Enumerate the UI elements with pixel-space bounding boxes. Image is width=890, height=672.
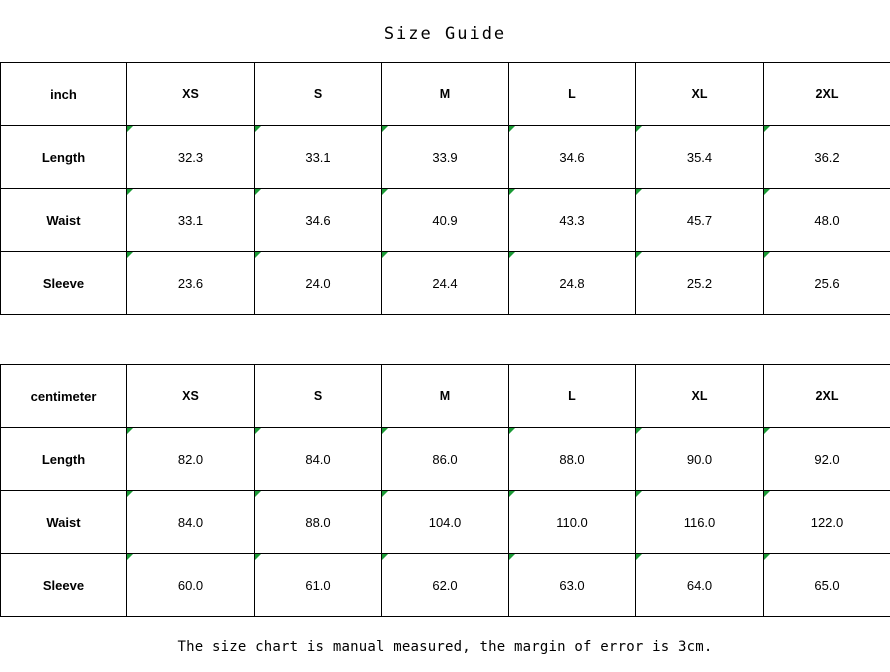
row-label-length: Length (1, 126, 127, 189)
column-header-xs: XS (127, 63, 255, 126)
cell-cm-sleeve-xs: 60.0 (127, 554, 255, 617)
page-title: Size Guide (383, 24, 507, 44)
cell-inch-sleeve-s: 24.0 (255, 252, 382, 315)
measurement-disclaimer: The size chart is manual measured, the margin of error is 3cm. (177, 639, 713, 655)
cell-inch-length-m: 33.9 (382, 126, 509, 189)
column-header-m: M (382, 63, 509, 126)
table-spacer (0, 315, 890, 364)
cell-cm-waist-xs: 84.0 (127, 491, 255, 554)
column-header-s: S (255, 365, 382, 428)
cell-cm-waist-m: 104.0 (382, 491, 509, 554)
table-header-row (1, 63, 890, 126)
cell-inch-waist-xs: 33.1 (127, 189, 255, 252)
row-label-sleeve: Sleeve (1, 252, 127, 315)
table-row (1, 252, 890, 315)
cell-inch-sleeve-m: 24.4 (382, 252, 509, 315)
cell-cm-waist-s: 88.0 (255, 491, 382, 554)
column-header-s: S (255, 63, 382, 126)
cell-inch-length-s: 33.1 (255, 126, 382, 189)
cell-inch-waist-s: 34.6 (255, 189, 382, 252)
cell-inch-waist-l: 43.3 (509, 189, 636, 252)
cell-inch-waist-xl: 45.7 (636, 189, 764, 252)
cell-cm-sleeve-2xl: 65.0 (764, 554, 890, 617)
cell-cm-length-m: 86.0 (382, 428, 509, 491)
table-row (1, 428, 890, 491)
unit-label-inch: inch (1, 63, 127, 126)
cell-cm-waist-l: 110.0 (509, 491, 636, 554)
cell-cm-length-xl: 90.0 (636, 428, 764, 491)
cell-inch-length-l: 34.6 (509, 126, 636, 189)
unit-label-centimeter: centimeter (1, 365, 127, 428)
table-row (1, 126, 890, 189)
row-label-sleeve: Sleeve (1, 554, 127, 617)
cell-cm-length-s: 84.0 (255, 428, 382, 491)
row-label-waist: Waist (1, 491, 127, 554)
cell-inch-sleeve-xl: 25.2 (636, 252, 764, 315)
column-header-2xl: 2XL (764, 365, 890, 428)
cell-cm-waist-xl: 116.0 (636, 491, 764, 554)
column-header-l: L (509, 365, 636, 428)
column-header-xl: XL (636, 365, 764, 428)
row-label-length: Length (1, 428, 127, 491)
cell-cm-sleeve-l: 63.0 (509, 554, 636, 617)
cell-inch-length-xl: 35.4 (636, 126, 764, 189)
cell-inch-waist-2xl: 48.0 (764, 189, 890, 252)
column-header-xl: XL (636, 63, 764, 126)
cell-inch-length-2xl: 36.2 (764, 126, 890, 189)
cell-cm-sleeve-s: 61.0 (255, 554, 382, 617)
column-header-2xl: 2XL (764, 63, 890, 126)
row-label-waist: Waist (1, 189, 127, 252)
column-header-m: M (382, 365, 509, 428)
cell-cm-sleeve-m: 62.0 (382, 554, 509, 617)
cell-inch-sleeve-l: 24.8 (509, 252, 636, 315)
table-row (1, 491, 890, 554)
cell-inch-length-xs: 32.3 (127, 126, 255, 189)
cell-cm-length-2xl: 92.0 (764, 428, 890, 491)
cell-inch-waist-m: 40.9 (382, 189, 509, 252)
cell-cm-waist-2xl: 122.0 (764, 491, 890, 554)
table-header-row (1, 365, 890, 428)
column-header-l: L (509, 63, 636, 126)
table-row (1, 189, 890, 252)
size-table-inch (0, 62, 890, 315)
cell-cm-length-l: 88.0 (509, 428, 636, 491)
cell-cm-sleeve-xl: 64.0 (636, 554, 764, 617)
cell-cm-length-xs: 82.0 (127, 428, 255, 491)
column-header-xs: XS (127, 365, 255, 428)
cell-inch-sleeve-2xl: 25.6 (764, 252, 890, 315)
cell-inch-sleeve-xs: 23.6 (127, 252, 255, 315)
table-row (1, 554, 890, 617)
size-table-centimeter (0, 364, 890, 617)
